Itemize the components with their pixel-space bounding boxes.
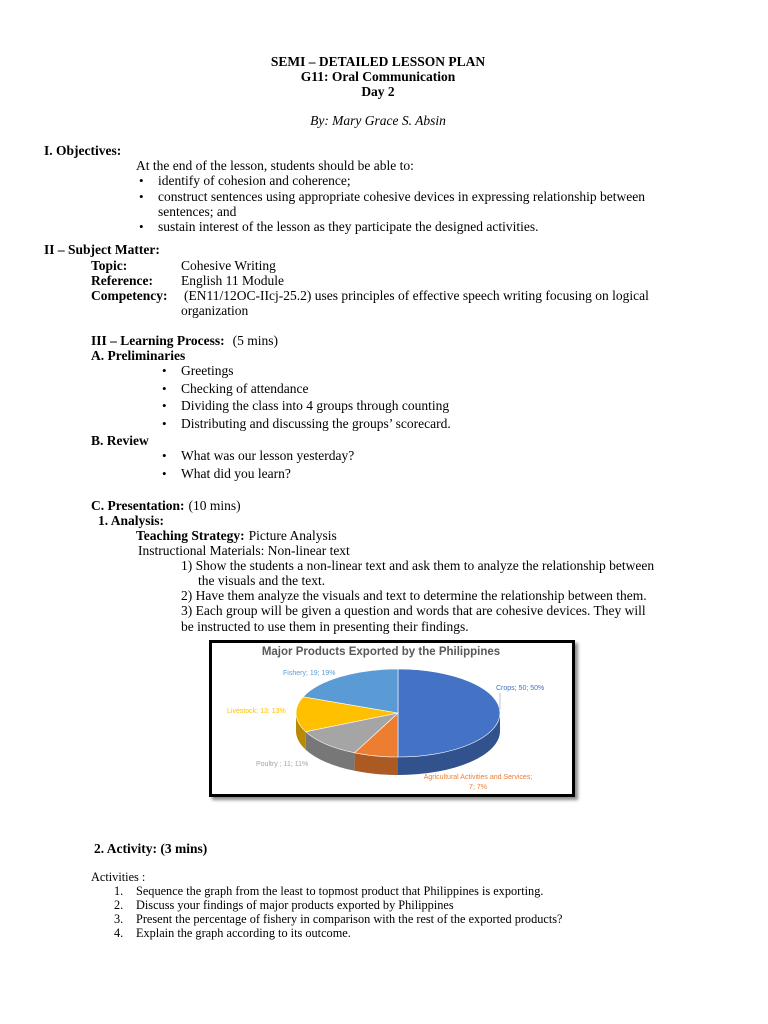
bullet-icon	[162, 363, 167, 379]
reference-value: English 11 Module	[181, 273, 284, 288]
activity-text: Explain the graph according to its outcome.	[136, 926, 351, 940]
analysis-step-continued: be instructed to use them in presenting their findings.	[181, 619, 469, 634]
learning-process-duration: (5 mins)	[232, 333, 278, 348]
activity-number: 1.	[114, 884, 124, 898]
objective-text: identify of cohesion and coherence;	[158, 173, 351, 188]
preliminary-item	[181, 381, 308, 397]
competency-label: Competency:	[91, 288, 168, 303]
chart-title: Major Products Exported by the Philippines	[261, 646, 501, 658]
bullet-icon	[139, 219, 144, 235]
data-label-poultry	[256, 761, 308, 768]
data-label-line: Agricultural Activities and Services;	[423, 774, 533, 781]
presentation-duration: (10 mins)	[188, 498, 241, 513]
review-item	[181, 466, 291, 482]
data-label-agricultural-activities-and-services	[424, 774, 533, 791]
data-label-livestock	[227, 708, 286, 715]
teaching-strategy-label: Teaching Strategy:	[136, 528, 245, 543]
preliminary-text: Distributing and discussing the groups’ scorecard.	[181, 416, 451, 431]
document-subject: G11: Oral Communication	[300, 69, 456, 84]
subject-matter-heading: II – Subject Matter:	[44, 242, 160, 257]
activity-text: Discuss your findings of major products exported by Philippines	[136, 898, 454, 912]
review-item	[181, 448, 354, 464]
activity-number: 3.	[114, 912, 124, 926]
objective-item	[158, 219, 539, 235]
objective-text-continued: sentences; and	[158, 204, 237, 219]
review-text: What did you learn?	[181, 466, 291, 481]
analysis-step-continued: the visuals and the text.	[198, 573, 326, 588]
objective-item	[158, 189, 645, 205]
pie-chart-figure	[209, 640, 575, 797]
bullet-icon	[162, 466, 167, 482]
teaching-strategy-row	[136, 528, 337, 544]
competency-value-continued: organization	[181, 303, 249, 318]
data-label-line: Livestock; 13; 13%	[227, 708, 286, 715]
data-label-line: Crops; 50; 50%	[496, 685, 545, 692]
bullet-icon	[162, 381, 167, 397]
preliminary-text: Greetings	[181, 363, 234, 378]
document-title: SEMI – DETAILED LESSON PLAN	[270, 54, 486, 69]
data-label-line: Fishery; 19; 19%	[283, 670, 336, 677]
analysis-step: 1) Show the students a non-linear text and ask them to analyze the relationship between	[181, 558, 655, 573]
activity-text: Present the percentage of fishery in comparison with the rest of the exported products?	[136, 912, 563, 926]
reference-label: Reference:	[91, 273, 153, 288]
preliminary-text: Checking of attendance	[181, 381, 309, 396]
bullet-icon	[139, 173, 144, 189]
instructional-materials: Instructional Materials: Non-linear text	[138, 543, 350, 558]
activity-number: 4.	[114, 926, 124, 940]
objective-item	[158, 173, 351, 189]
preliminary-text: Dividing the class into 4 groups through counting	[181, 398, 450, 413]
presentation-row	[91, 498, 241, 514]
preliminary-item	[181, 398, 449, 414]
preliminary-item	[181, 416, 451, 432]
activity-text: Sequence the graph from the least to topmost product that Philippines is exporting.	[136, 884, 544, 898]
pie-tops	[296, 669, 500, 757]
document-author: By: Mary Grace S. Absin	[310, 113, 446, 128]
objectives-heading: I. Objectives:	[44, 143, 122, 158]
document-day: Day 2	[361, 84, 395, 99]
review-heading: B. Review	[91, 433, 149, 448]
competency-value: (EN11/12OC-IIcj-25.2) uses principles of effective speech writing focusing on logical	[184, 288, 649, 303]
objective-text: construct sentences using appropriate cohesive devices in expressing relationship between	[158, 189, 645, 204]
activity-heading: 2. Activity: (3 mins)	[94, 841, 208, 856]
analysis-step: 2) Have them analyze the visuals and text to determine the relationship between them.	[181, 588, 647, 603]
preliminary-item	[181, 363, 233, 379]
learning-process-heading: III – Learning Process:	[91, 333, 225, 348]
analysis-step: 3) Each group will be given a question and words that are cohesive devices. They will	[181, 603, 646, 618]
presentation-heading: C. Presentation:	[91, 498, 185, 513]
bullet-icon	[139, 189, 144, 205]
data-label-line: 7; 7%	[469, 784, 487, 791]
bullet-icon	[162, 416, 167, 432]
objective-text: sustain interest of the lesson as they participate the designed activities.	[158, 219, 539, 234]
analysis-heading: 1. Analysis:	[98, 513, 165, 528]
pie-chart-svg	[212, 643, 572, 794]
teaching-strategy-value: Picture Analysis	[248, 528, 337, 543]
data-label-line: Poultry ; 11; 11%	[256, 761, 309, 768]
topic-label: Topic:	[91, 258, 128, 273]
activities-intro: Activities :	[91, 870, 146, 884]
review-text: What was our lesson yesterday?	[181, 448, 355, 463]
bullet-icon	[162, 398, 167, 414]
data-label-crops	[496, 685, 544, 692]
topic-value: Cohesive Writing	[181, 258, 276, 273]
preliminaries-heading: A. Preliminaries	[91, 348, 186, 363]
data-label-fishery	[283, 670, 336, 677]
activity-number: 2.	[114, 898, 124, 912]
bullet-icon	[162, 448, 167, 464]
learning-process-row	[91, 333, 278, 349]
objectives-intro: At the end of the lesson, students should be able to:	[136, 158, 414, 173]
